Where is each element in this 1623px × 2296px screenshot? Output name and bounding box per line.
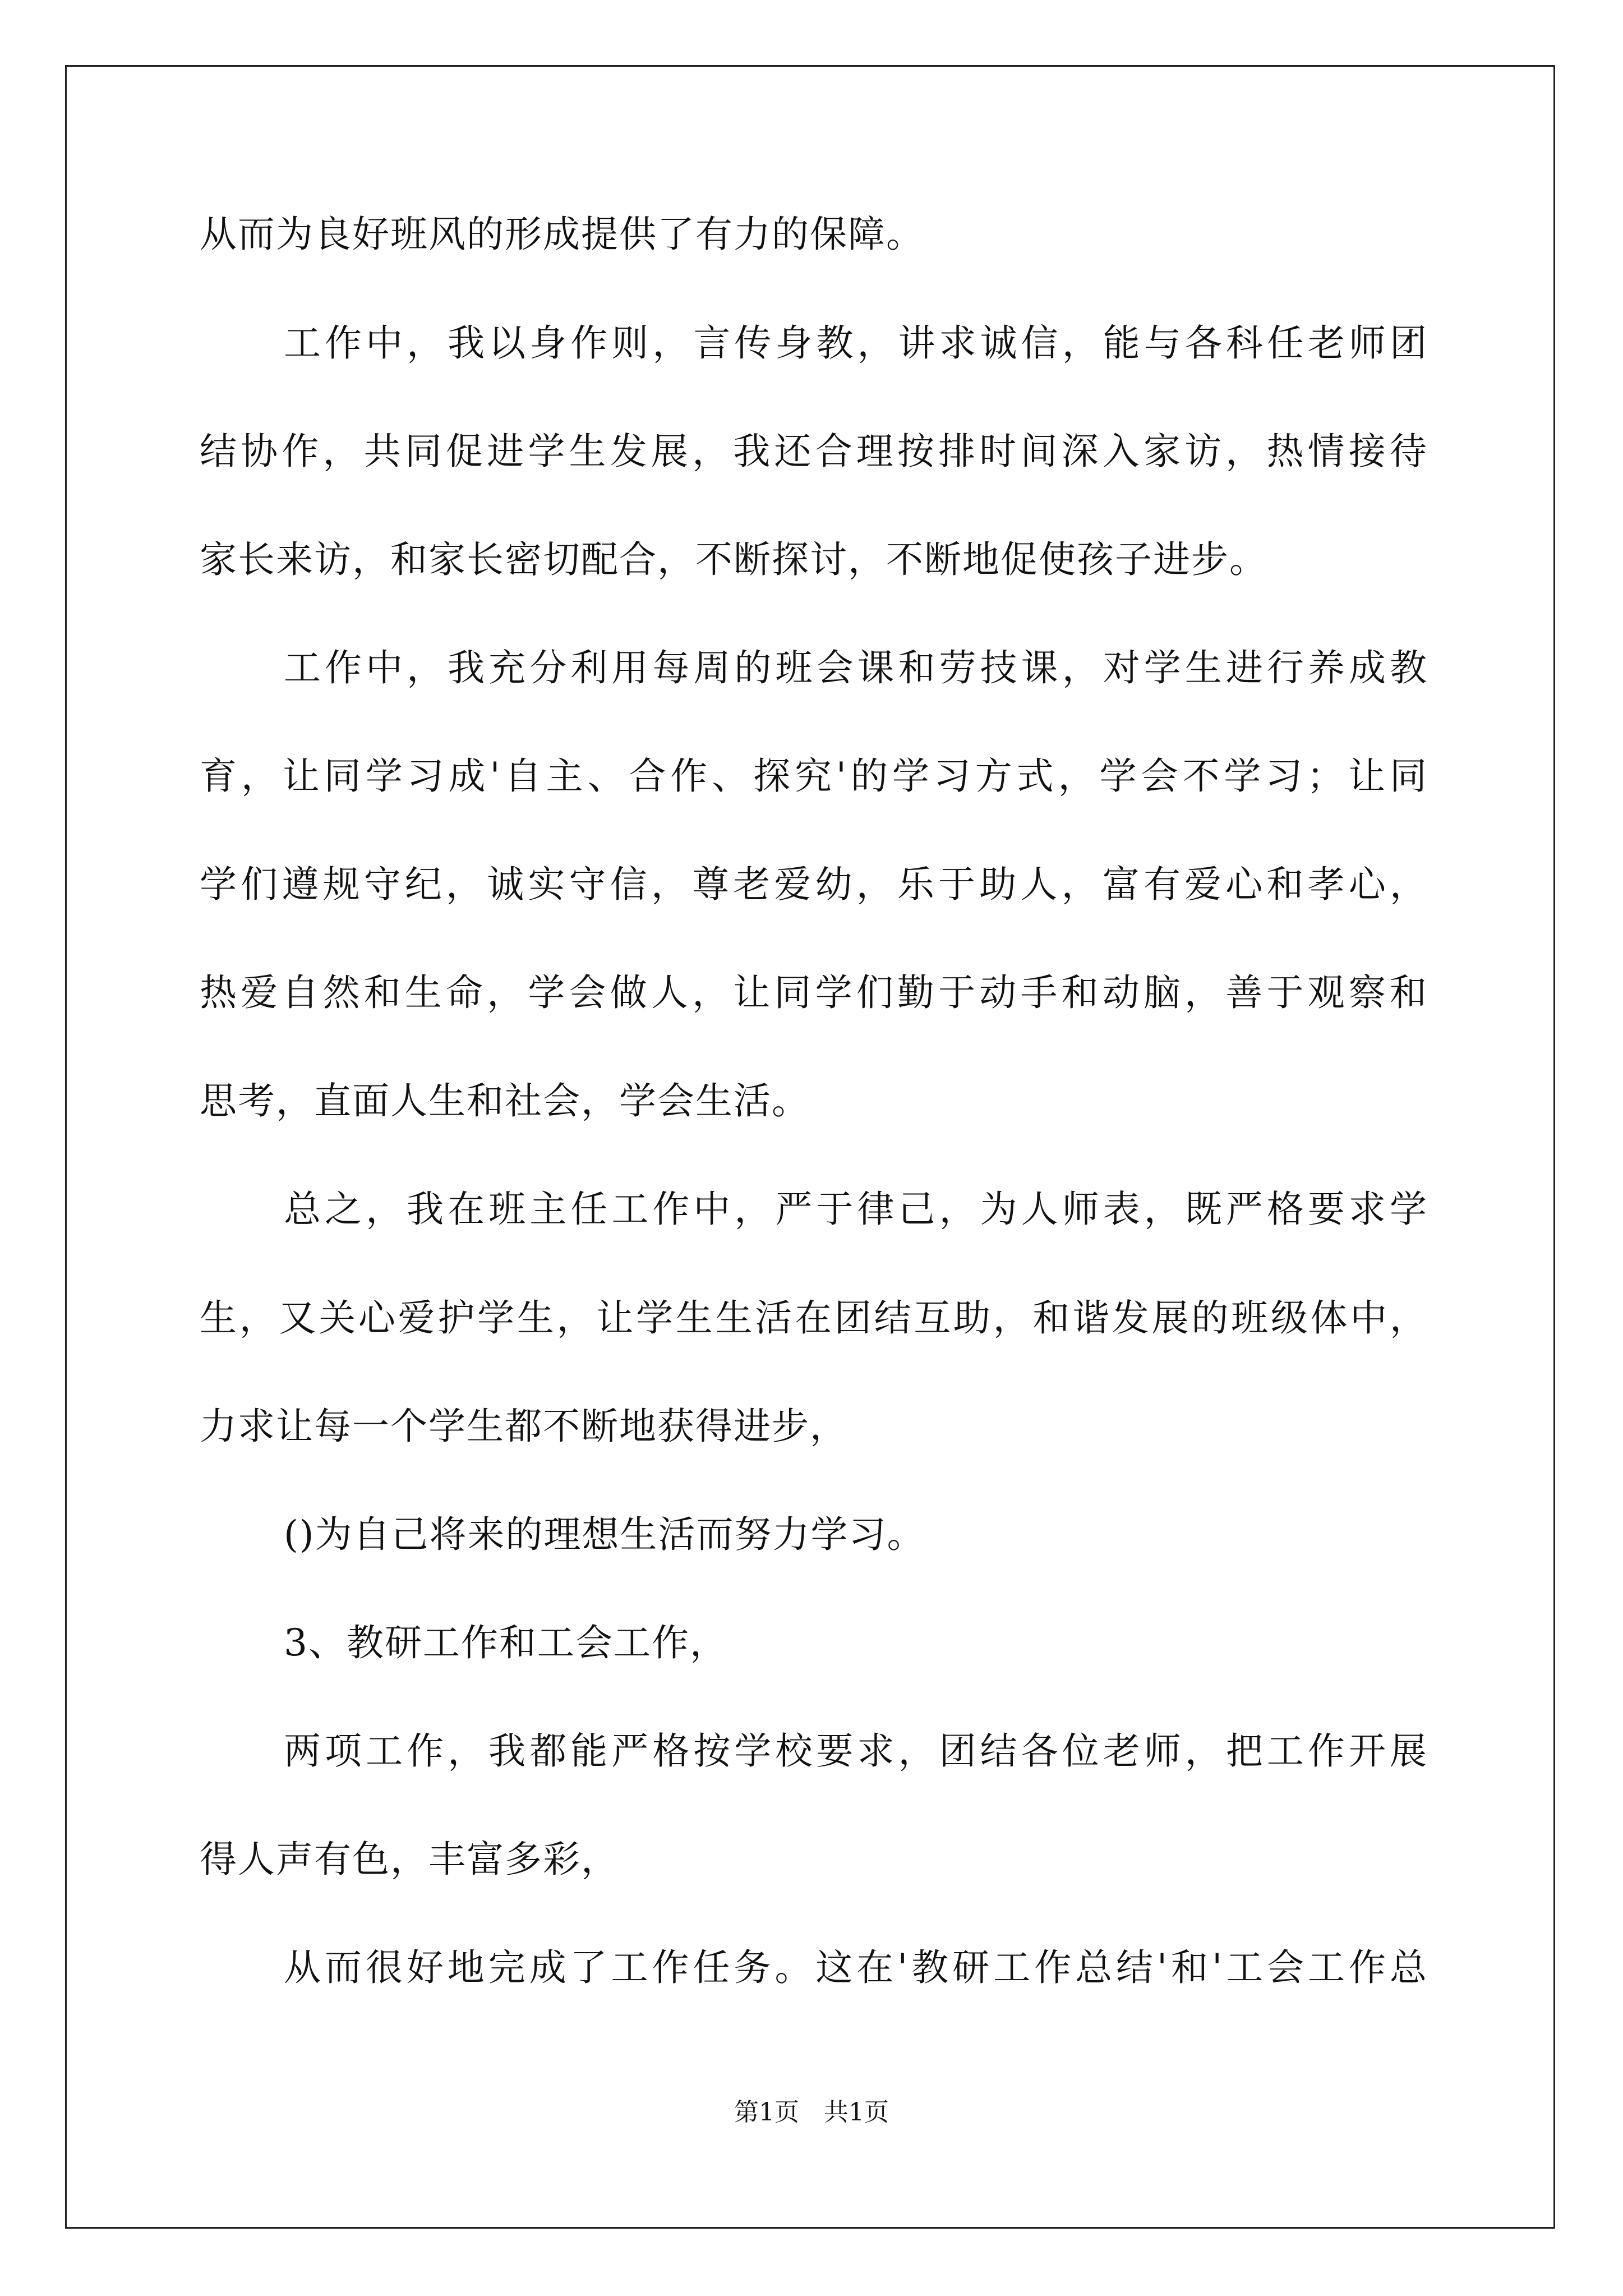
text-line: 结协作，共同促进学生发展，我还合理按排时间深入家访，热情接待 bbox=[200, 430, 1428, 473]
text-line: 育，让同学习成'自主、合作、探究'的学习方式，学会不学习；让同 bbox=[200, 754, 1428, 798]
paragraph-start-line: ()为自己将来的理想生活而努力学习。 bbox=[284, 1513, 925, 1556]
text-line: 力求让每一个学生都不断地获得进步， bbox=[200, 1405, 848, 1448]
paragraph-start-line: 从而很好地完成了工作任务。这在'教研工作总结'和'工会工作总 bbox=[284, 1946, 1428, 1989]
text-line: 得人声有色，丰富多彩， bbox=[200, 1838, 619, 1881]
paragraph-start-line: 两项工作，我都能严格按学校要求，团结各位老师，把工作开展 bbox=[284, 1729, 1428, 1773]
section-heading: 3、教研工作和工会工作， bbox=[284, 1621, 728, 1664]
text-line: 生，又关心爱护学生，让学生生活在团结互助，和谐发展的班级体中， bbox=[200, 1296, 1428, 1340]
text-line: 热爱自然和生命，学会做人，让同学们勤于动手和动脑，善于观察和 bbox=[200, 971, 1428, 1014]
page-footer: 第1页 共1页 bbox=[734, 2098, 889, 2127]
paragraph-start-line: 工作中，我充分利用每周的班会课和劳技课，对学生进行养成教 bbox=[284, 646, 1428, 689]
paragraph-start-line: 总之，我在班主任工作中，严于律己，为人师表，既严格要求学 bbox=[284, 1188, 1428, 1231]
text-line: 从而为良好班风的形成提供了有力的保障。 bbox=[200, 213, 924, 256]
text-line: 学们遵规守纪，诚实守信，尊老爱幼，乐于助人，富有爱心和孝心， bbox=[200, 863, 1428, 906]
paragraph-start-line: 工作中，我以身作则，言传身教，讲求诚信，能与各科任老师团 bbox=[284, 321, 1428, 365]
text-line: 思考，直面人生和社会，学会生活。 bbox=[200, 1079, 810, 1122]
text-line: 家长来访，和家长密切配合，不断探讨，不断地促使孩子进步。 bbox=[200, 538, 1267, 581]
page-border bbox=[65, 65, 1555, 2229]
